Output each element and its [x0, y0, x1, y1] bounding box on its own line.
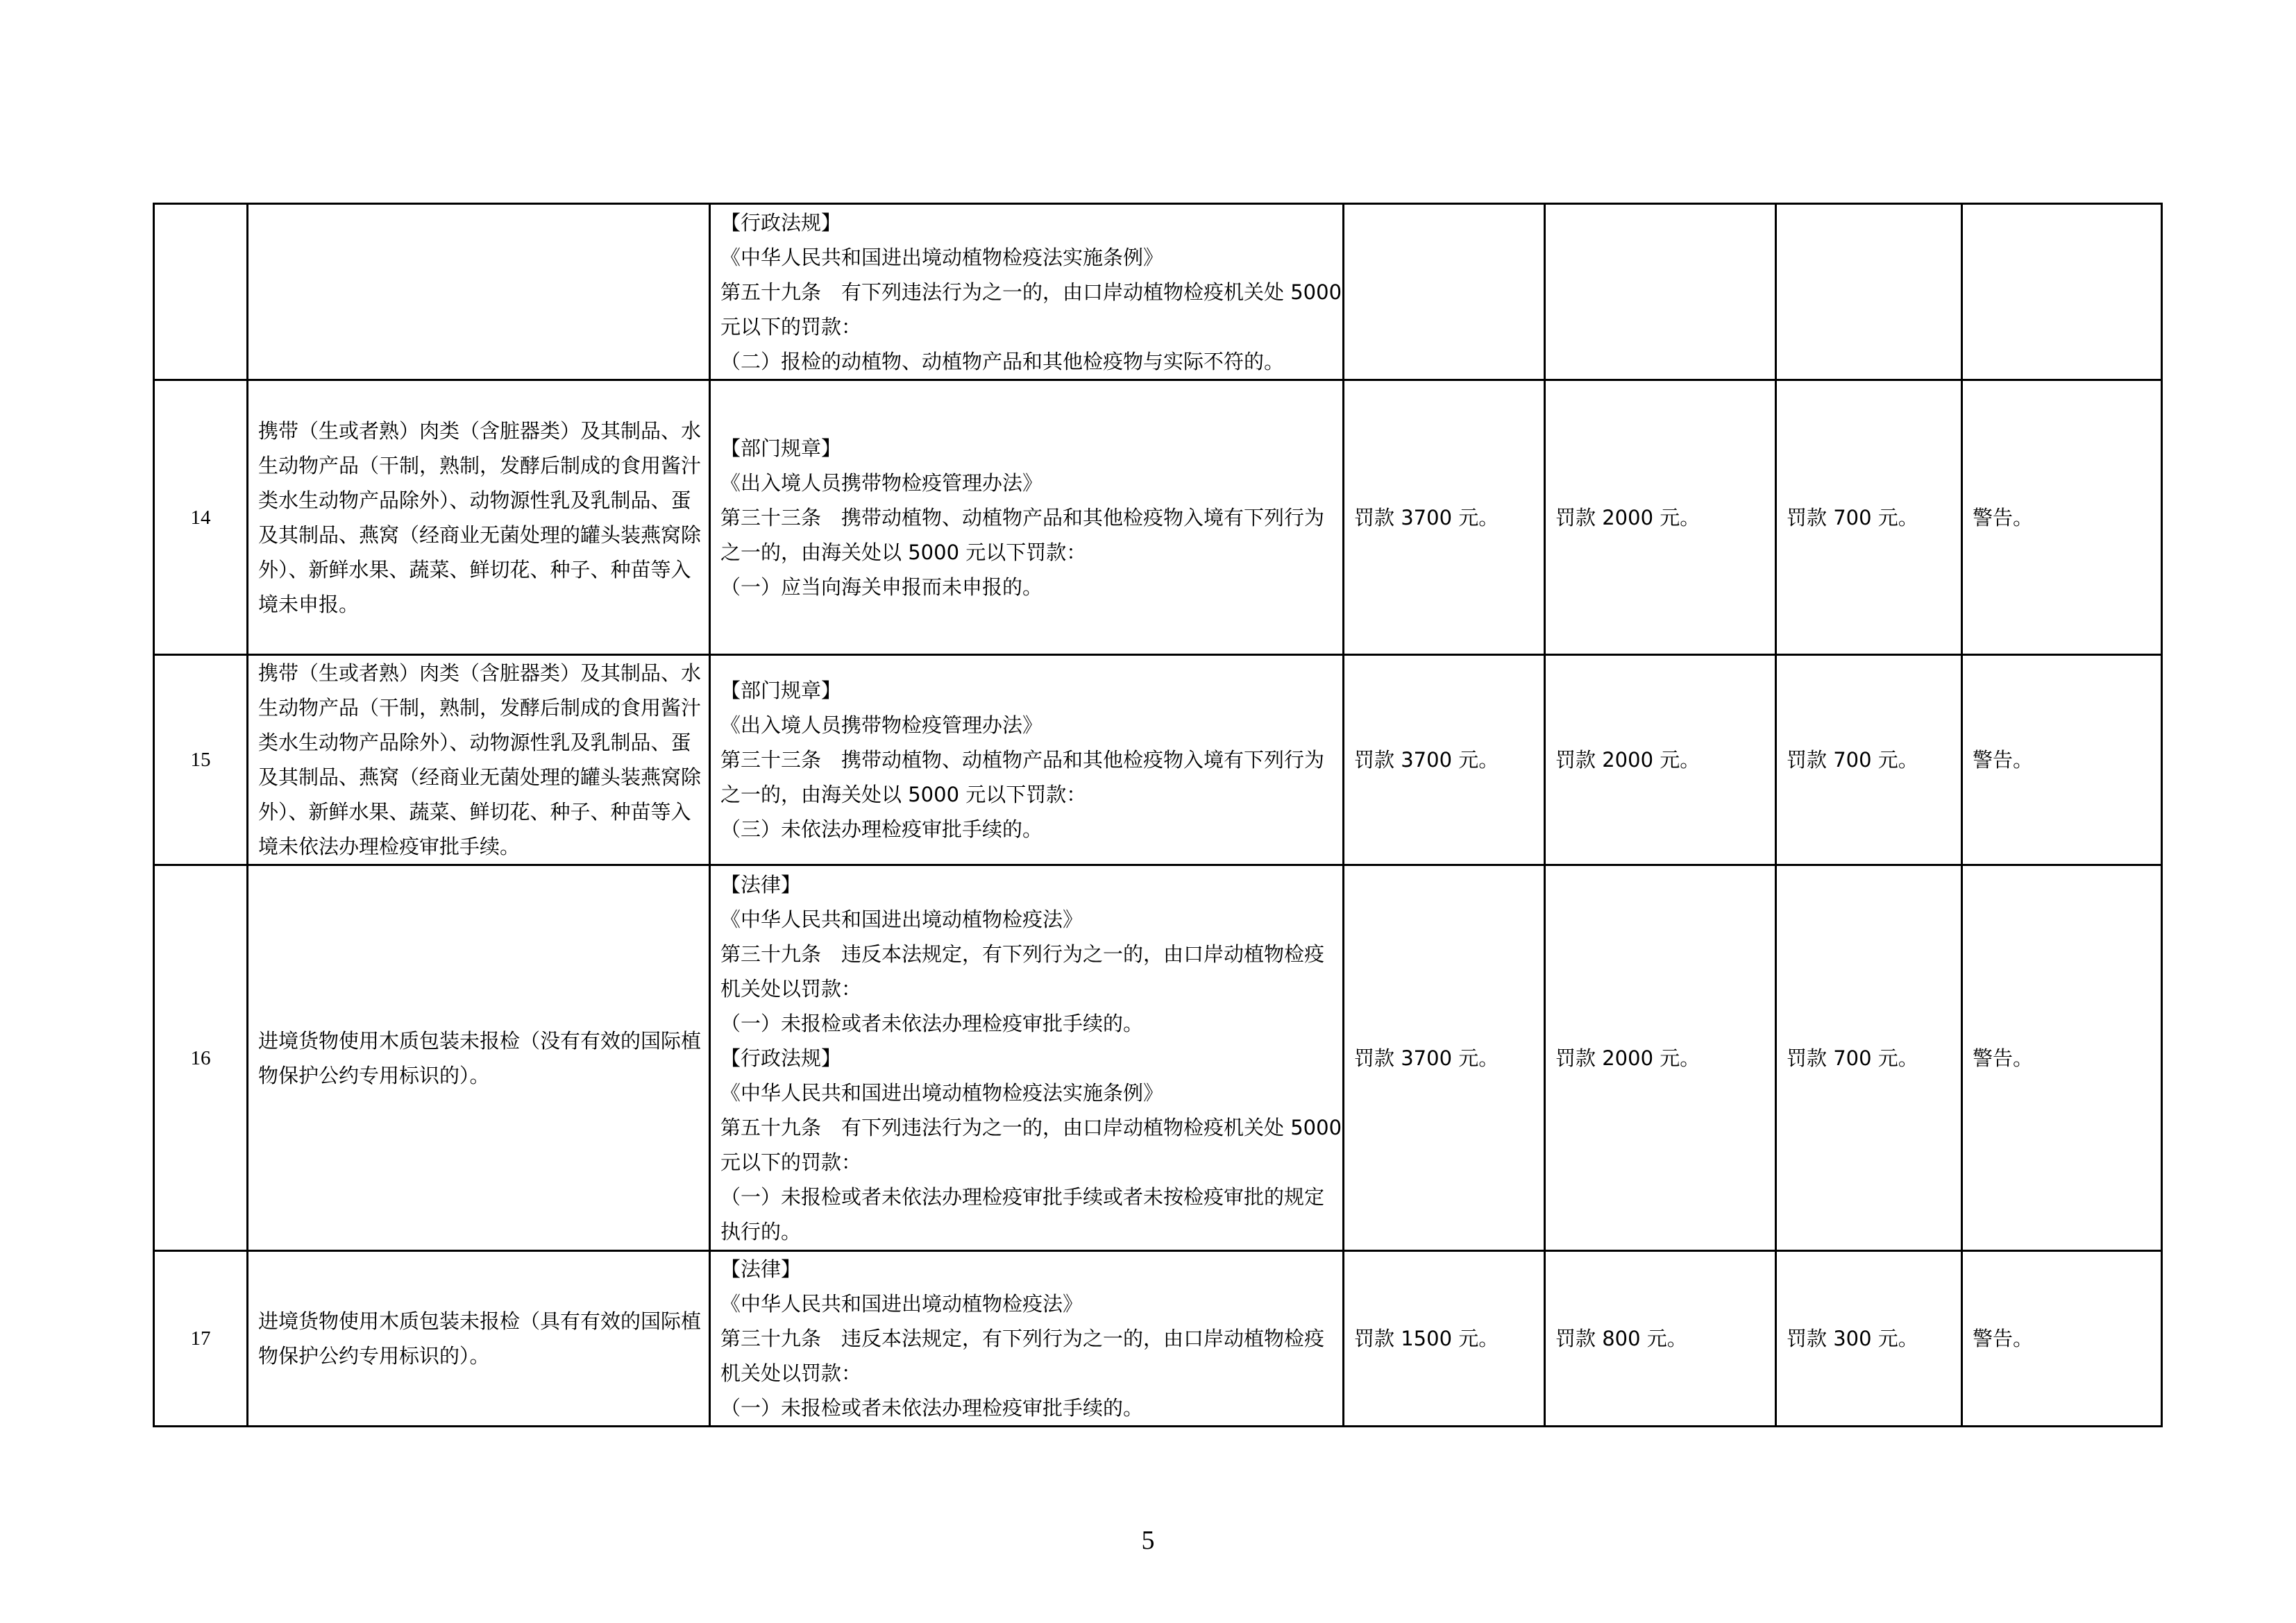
legal-basis-line: （一）未报检或者未依法办理检疫审批手续或者未按检疫审批的规定: [720, 1184, 1325, 1209]
legal-basis-line: 第三十三条 携带动植物、动植物产品和其他检疫物入境有下列行为: [720, 748, 1325, 772]
violation-description-cell: [248, 655, 710, 865]
penalty-heavy-cell: [1344, 204, 1545, 380]
penalty-light-cell: 罚款 700 元。: [1776, 380, 1962, 655]
legal-basis-line: 之一的，由海关处以 5000 元以下罚款：: [720, 540, 1087, 564]
table-row: [154, 865, 2162, 1251]
violation-description-cell: [248, 380, 710, 655]
legal-basis-line: （三）未依法办理检疫审批手续的。: [720, 817, 1043, 841]
legal-basis-line: 之一的，由海关处以 5000 元以下罚款：: [720, 783, 1087, 806]
legal-basis-line: （一）未报检或者未依法办理检疫审批手续的。: [720, 1011, 1144, 1035]
description-line: 外）、新鲜水果、蔬菜、鲜切花、种子、种苗等入: [258, 800, 691, 824]
page-number: 5: [1141, 1526, 1155, 1555]
penalty-heavy-cell: 罚款 3700 元。: [1344, 865, 1545, 1251]
description-line: 物保护公约专用标识的）。: [258, 1063, 490, 1087]
legal-basis-cell: [710, 204, 1344, 380]
table-row: [154, 1251, 2162, 1427]
penalty-normal-cell: 罚款 2000 元。: [1545, 380, 1776, 655]
legal-basis-line: 机关处以罚款：: [720, 976, 862, 1001]
legal-basis-line: 《中华人民共和国进出境动植物检疫法实施条例》: [720, 245, 1164, 269]
description-line: 进境货物使用木质包装未报检（具有有效的国际植: [258, 1309, 702, 1333]
description-line: 携带（生或者熟）肉类（含脏器类）及其制品、水: [258, 418, 702, 443]
description-line: 类水生动物产品除外）、动物源性乳及乳制品、蛋: [258, 731, 691, 754]
description-line: 及其制品、燕窝（经商业无菌处理的罐头装燕窝除: [258, 765, 702, 789]
legal-basis-line: （二）报检的动植物、动植物产品和其他检疫物与实际不符的。: [720, 349, 1285, 373]
legal-basis-line: 第五十九条 有下列违法行为之一的，由口岸动植物检疫机关处 5000: [720, 1115, 1342, 1139]
legal-basis-line: （一）应当向海关申报而未申报的。: [720, 575, 1043, 599]
table-row: [154, 204, 2162, 380]
legal-basis-line: 【法律】: [720, 1257, 802, 1281]
legal-basis-line: 第五十九条 有下列违法行为之一的，由口岸动植物检疫机关处 5000: [720, 280, 1342, 304]
row-number-cell: 15: [154, 655, 248, 865]
legal-basis-line: 元以下的罚款：: [720, 314, 862, 339]
legal-basis-cell: [710, 1251, 1344, 1427]
legal-basis-line: 《出入境人员携带物检疫管理办法》: [720, 470, 1043, 495]
description-line: 境未申报。: [258, 592, 360, 616]
legal-basis-line: 【行政法规】: [720, 210, 842, 235]
legal-basis-line: 【法律】: [720, 872, 802, 897]
violation-description-cell: [248, 1251, 710, 1427]
penalty-light-cell: [1776, 204, 1962, 380]
legal-basis-line: 第三十三条 携带动植物、动植物产品和其他检疫物入境有下列行为: [720, 505, 1325, 529]
penalty-normal-cell: 罚款 800 元。: [1545, 1251, 1776, 1427]
legal-basis-cell: [710, 655, 1344, 865]
description-line: 类水生动物产品除外）、动物源性乳及乳制品、蛋: [258, 488, 691, 512]
penalty-minor-cell: 警告。: [1962, 1251, 2162, 1427]
row-number-cell: 17: [154, 1251, 248, 1427]
violation-description-cell: [248, 865, 710, 1251]
description-line: 生动物产品（干制，熟制，发酵后制成的食用酱汁: [258, 453, 702, 477]
table-row: [154, 380, 2162, 655]
description-line: 外）、新鲜水果、蔬菜、鲜切花、种子、种苗等入: [258, 557, 691, 581]
legal-basis-line: （一）未报检或者未依法办理检疫审批手续的。: [720, 1396, 1144, 1420]
penalty-normal-cell: 罚款 2000 元。: [1545, 655, 1776, 865]
legal-basis-line: 执行的。: [720, 1219, 802, 1243]
legal-basis-line: 【部门规章】: [720, 436, 842, 460]
legal-basis-line: 《中华人民共和国进出境动植物检疫法实施条例》: [720, 1080, 1164, 1105]
description-line: 境未依法办理检疫审批手续。: [258, 835, 521, 858]
legal-basis-line: 《中华人民共和国进出境动植物检疫法》: [720, 1292, 1083, 1316]
row-number-cell: [154, 204, 248, 380]
legal-basis-line: 第三十九条 违反本法规定，有下列行为之一的，由口岸动植物检疫: [720, 942, 1325, 966]
table-row: [154, 655, 2162, 865]
legal-basis-line: 【部门规章】: [720, 679, 842, 702]
penalty-minor-cell: [1962, 204, 2162, 380]
penalty-light-cell: 罚款 700 元。: [1776, 865, 1962, 1251]
legal-basis-line: 【行政法规】: [720, 1046, 842, 1070]
penalty-light-cell: 罚款 700 元。: [1776, 655, 1962, 865]
penalty-light-cell: 罚款 300 元。: [1776, 1251, 1962, 1427]
row-number-cell: 14: [154, 380, 248, 655]
penalty-minor-cell: 警告。: [1962, 380, 2162, 655]
description-line: 生动物产品（干制，熟制，发酵后制成的食用酱汁: [258, 696, 702, 720]
legal-basis-line: 《中华人民共和国进出境动植物检疫法》: [720, 907, 1083, 931]
description-line: 进境货物使用木质包装未报检（没有有效的国际植: [258, 1028, 702, 1053]
legal-basis-line: 《出入境人员携带物检疫管理办法》: [720, 713, 1043, 737]
description-line: 携带（生或者熟）肉类（含脏器类）及其制品、水: [258, 661, 702, 685]
penalty-normal-cell: 罚款 2000 元。: [1545, 865, 1776, 1251]
penalty-minor-cell: 警告。: [1962, 655, 2162, 865]
penalty-heavy-cell: 罚款 1500 元。: [1344, 1251, 1545, 1427]
penalty-heavy-cell: 罚款 3700 元。: [1344, 655, 1545, 865]
legal-basis-line: 机关处以罚款：: [720, 1361, 862, 1385]
legal-basis-line: 第三十九条 违反本法规定，有下列行为之一的，由口岸动植物检疫: [720, 1327, 1325, 1350]
violation-description-cell: [248, 204, 710, 380]
penalty-standards-table: [153, 203, 2163, 1427]
legal-basis-cell: [710, 380, 1344, 655]
description-line: 物保护公约专用标识的）。: [258, 1344, 490, 1368]
legal-basis-line: 元以下的罚款：: [720, 1150, 862, 1174]
legal-basis-cell: [710, 865, 1344, 1251]
penalty-minor-cell: 警告。: [1962, 865, 2162, 1251]
penalty-normal-cell: [1545, 204, 1776, 380]
penalty-heavy-cell: 罚款 3700 元。: [1344, 380, 1545, 655]
description-line: 及其制品、燕窝（经商业无菌处理的罐头装燕窝除: [258, 522, 702, 547]
row-number-cell: 16: [154, 865, 248, 1251]
